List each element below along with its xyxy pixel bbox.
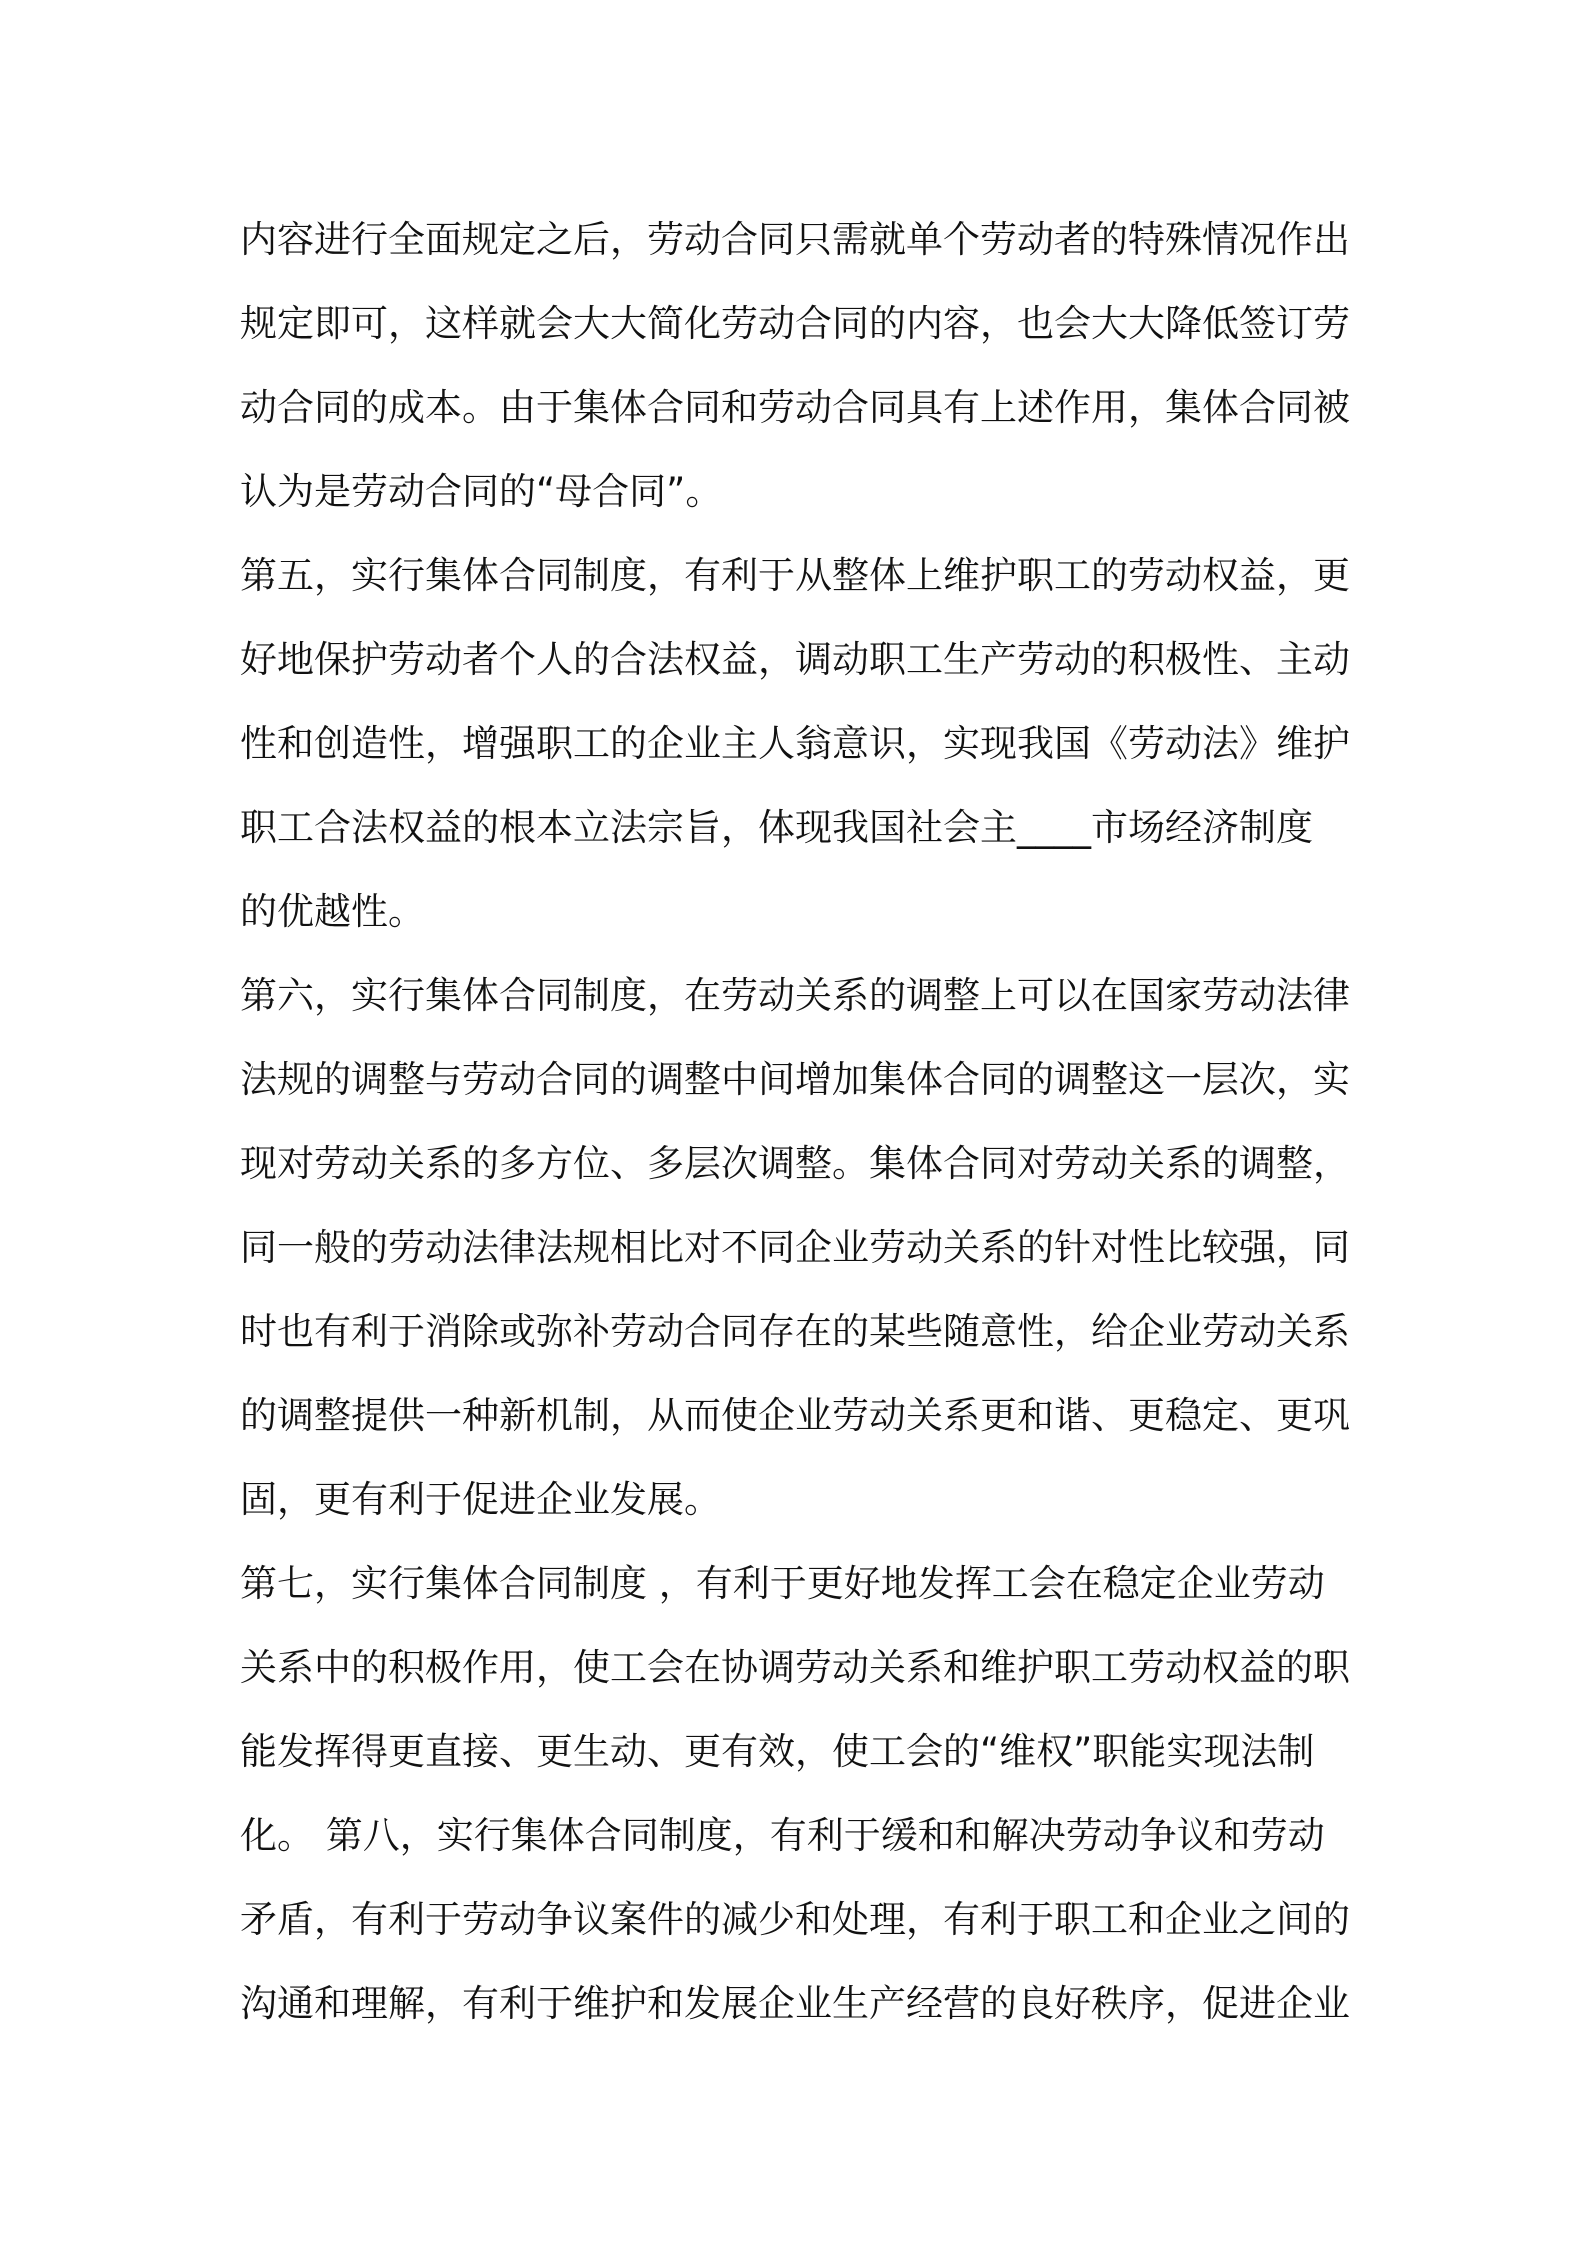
text-line: 好地保护劳动者个人的合法权益，调动职工生产劳动的积极性、主动 [240,638,1350,681]
text-line: 规定即可，这样就会大大简化劳动合同的内容，也会大大降低签订劳 [240,302,1350,345]
text-line: 第七，实行集体合同制度 ，有利于更好地发挥工会在稳定企业劳动 [240,1562,1325,1605]
text-line: 认为是劳动合同的“母合同”。 [240,470,723,513]
text-line: 矛盾，有利于劳动争议案件的减少和处理，有利于职工和企业之间的 [240,1898,1350,1941]
text-line: 动合同的成本。由于集体合同和劳动合同具有上述作用，集体合同被 [240,386,1350,429]
text-line: 职工合法权益的根本立法宗旨，体现我国社会主____市场经济制度 [240,806,1313,849]
text-line: 关系中的积极作用，使工会在协调劳动关系和维护职工劳动权益的职 [240,1646,1350,1689]
text-line: 内容进行全面规定之后，劳动合同只需就单个劳动者的特殊情况作出 [240,218,1350,261]
text-line: 第五，实行集体合同制度，有利于从整体上维护职工的劳动权益，更 [240,554,1350,597]
text-line: 法规的调整与劳动合同的调整中间增加集体合同的调整这一层次，实 [240,1058,1350,1101]
text-line: 现对劳动关系的多方位、多层次调整。集体合同对劳动关系的调整， [240,1142,1350,1185]
text-line: 同一般的劳动法律法规相比对不同企业劳动关系的针对性比较强，同 [240,1226,1350,1269]
text-line: 时也有利于消除或弥补劳动合同存在的某些随意性，给企业劳动关系 [240,1310,1350,1353]
document-body [240,198,1360,2046]
text-line: 沟通和理解，有利于维护和发展企业生产经营的良好秩序，促进企业 [240,1982,1350,2025]
text-line: 固，更有利于促进企业发展。 [240,1478,721,1521]
text-line: 性和创造性，增强职工的企业主人翁意识，实现我国《劳动法》维护 [240,722,1350,765]
text-line: 能发挥得更直接、更生动、更有效，使工会的“维权”职能实现法制 [240,1730,1315,1773]
text-line: 第六，实行集体合同制度，在劳动关系的调整上可以在国家劳动法律 [240,974,1350,1017]
text-line: 化。 第八，实行集体合同制度，有利于缓和和解决劳动争议和劳动 [240,1814,1325,1857]
text-line: 的调整提供一种新机制，从而使企业劳动关系更和谐、更稳定、更巩 [240,1394,1350,1437]
text-line: 的优越性。 [240,890,425,933]
